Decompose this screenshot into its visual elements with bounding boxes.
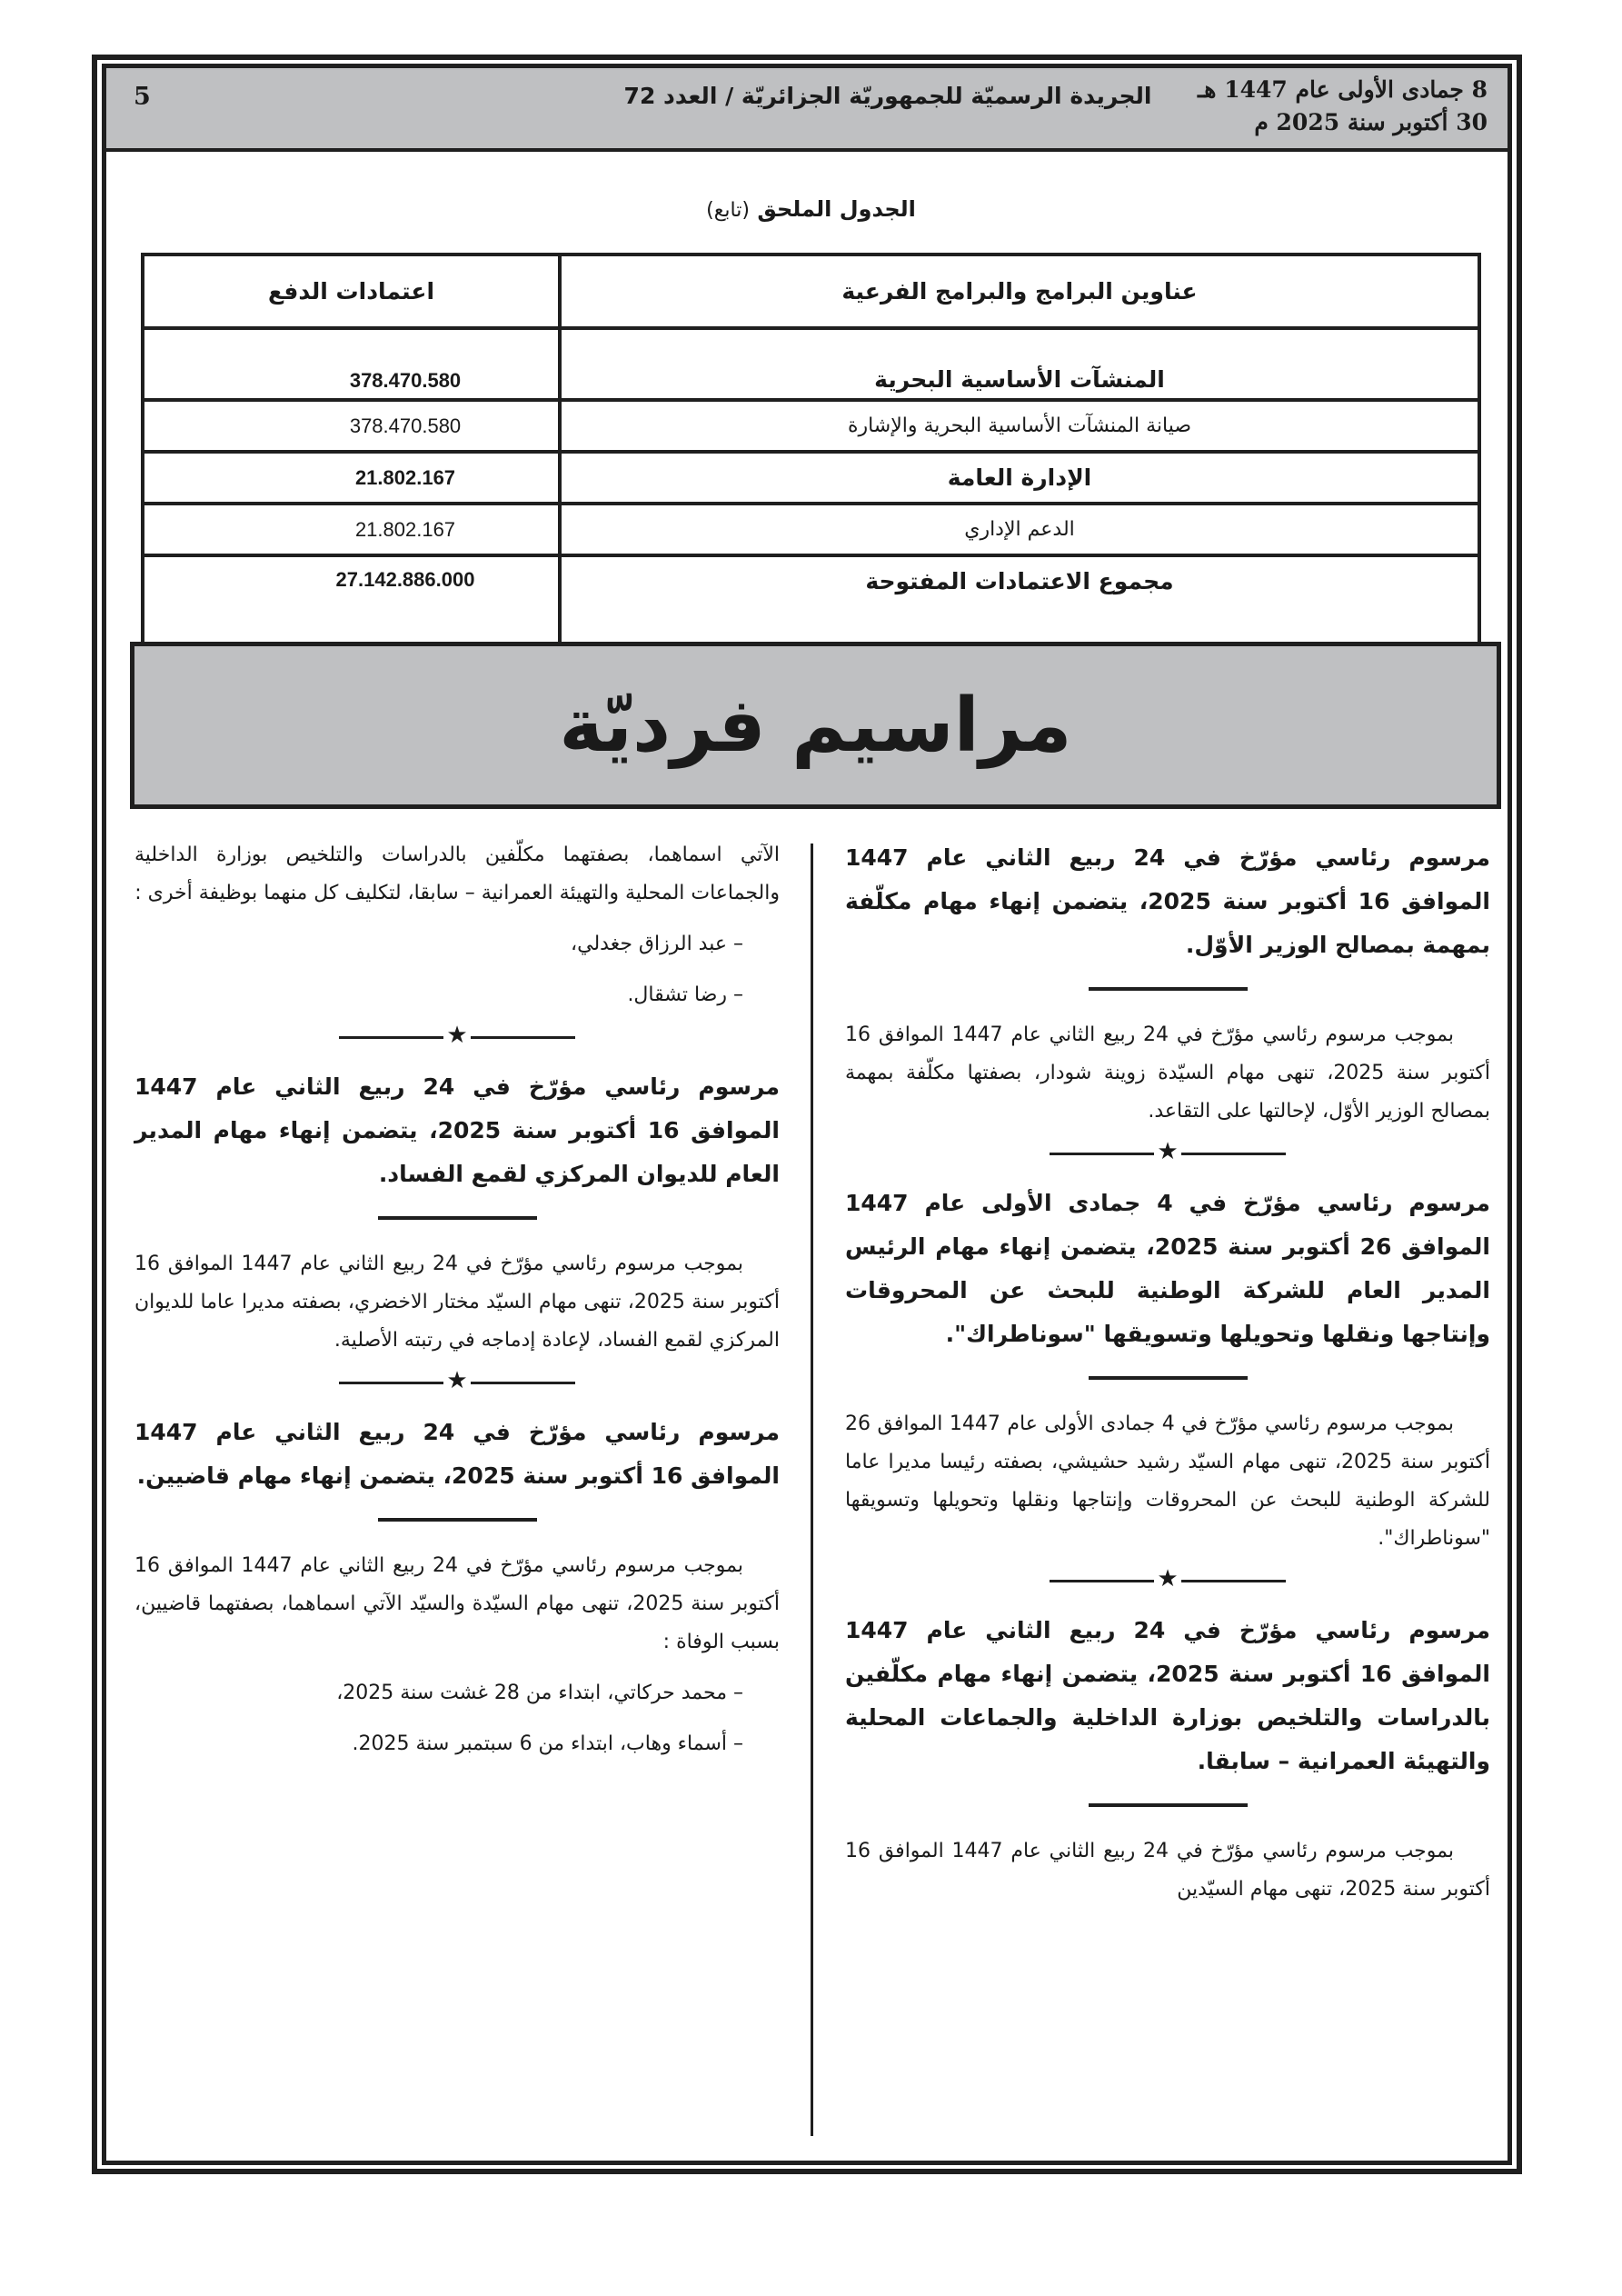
appendix-table-header-row — [143, 255, 1479, 328]
short-rule — [1089, 1376, 1248, 1380]
column-header-payment-credits: اعتمادات الدفع — [143, 255, 560, 328]
decree-section — [845, 836, 1490, 1131]
row-label: الإدارة العامة — [560, 452, 1479, 504]
decree-section — [845, 1609, 1490, 1909]
decree-continuation — [134, 836, 780, 1014]
table-row — [143, 504, 1479, 555]
appendix-caption-note: (تابع) — [706, 199, 750, 222]
short-rule — [378, 1518, 537, 1522]
page-number: 5 — [134, 83, 151, 111]
decree-title: مرسوم رئاسي مؤرّخ في 24 ربيع الثاني عام 1447 الموافق 16 أكتوبر سنة 2025، يتضمن إنهاء مهام مكلّفة بمهمة بمصالح الوزير الأوّل. — [845, 844, 1490, 958]
star-separator — [339, 1022, 575, 1049]
decree-title: مرسوم رئاسي مؤرّخ في 4 جمادى الأولى عام 1447 الموافق 26 أكتوبر سنة 2025، يتضمن إنهاء مهام الرئيس المدير العام للشركة الوطنية للبحث عن المحروقات وإنتاجها ونقلها وتحويلها وتسويقها "سوناطراك". — [845, 1190, 1490, 1347]
appendix-table-caption — [0, 196, 1622, 222]
appendix-table — [141, 253, 1481, 647]
left-column — [134, 836, 780, 1763]
header-date-hijri: 8 جمادى الأولى عام 1447 هـ — [1197, 76, 1488, 103]
appendix-caption-title: الجدول الملحق — [757, 196, 916, 222]
short-rule — [1089, 1803, 1248, 1807]
table-row — [143, 400, 1479, 452]
gazette-header — [106, 68, 1508, 152]
decree-title: مرسوم رئاسي مؤرّخ في 24 ربيع الثاني عام 1447 الموافق 16 أكتوبر سنة 2025، يتضمن إنهاء مهام المدير العام للديوان المركزي لقمع الفساد. — [134, 1073, 780, 1187]
header-publication-title: الجريدة الرسميّة للجمهوريّة الجزائريّة / العدد 72 — [623, 83, 1152, 109]
decree-body: بموجب مرسوم رئاسي مؤرّخ في 24 ربيع الثاني عام 1447 الموافق 16 أكتوبر سنة 2025، تنهى مهام السيّدة والسيّد الآتي اسماهما، بصفتهما قاضيين، بسبب الوفاة : — [134, 1554, 780, 1653]
header-date — [1198, 74, 1488, 139]
star-icon: ★ — [1157, 1138, 1179, 1165]
decree-body: بموجب مرسوم رئاسي مؤرّخ في 24 ربيع الثاني عام 1447 الموافق 16 أكتوبر سنة 2025، تنهى مهام السيّد مختار الاخضري، بصفته مديرا عاما للديوان المركزي لقمع الفساد، لإعادة إدماجه في رتبته الأصلية. — [134, 1253, 780, 1352]
name-list-item: – عبد الرزاق جغدلي، — [571, 933, 743, 955]
row-amount: 378.470.580 — [143, 328, 560, 400]
decree-body: بموجب مرسوم رئاسي مؤرّخ في 24 ربيع الثاني عام 1447 الموافق 16 أكتوبر سنة 2025، تنهى مهام السيّدين — [845, 1840, 1490, 1901]
decree-section — [134, 1065, 780, 1360]
star-separator — [1050, 1565, 1286, 1592]
row-amount: 21.802.167 — [143, 504, 560, 555]
table-row-total — [143, 555, 1479, 645]
decree-title: مرسوم رئاسي مؤرّخ في 24 ربيع الثاني عام 1447 الموافق 16 أكتوبر سنة 2025، يتضمن إنهاء مهام مكلّفين بالدراسات والتلخيص بوزارة الداخلية والجماعات المحلية والتهيئة العمرانية – سابقا. — [845, 1617, 1490, 1774]
name-list-item: – رضا تشقال. — [627, 983, 743, 1006]
row-amount: 21.802.167 — [143, 452, 560, 504]
row-label: صيانة المنشآت الأساسية البحرية والإشارة — [560, 400, 1479, 452]
row-amount: 27.142.886.000 — [143, 555, 560, 645]
decree-body: بموجب مرسوم رئاسي مؤرّخ في 4 جمادى الأولى عام 1447 الموافق 26 أكتوبر سنة 2025، تنهى مهام السيّد رشيد حشيشي، بصفته رئيسا مديرا عاما للشركة الوطنية للبحث عن المحروقات وإنتاجها ونقلها وتحويلها وتسويقها "سوناطراك". — [845, 1413, 1490, 1550]
decree-title: مرسوم رئاسي مؤرّخ في 24 ربيع الثاني عام 1447 الموافق 16 أكتوبر سنة 2025، يتضمن إنهاء مهام قاضيين. — [134, 1419, 780, 1489]
decree-body: بموجب مرسوم رئاسي مؤرّخ في 24 ربيع الثاني عام 1447 الموافق 16 أكتوبر سنة 2025، تنهى مهام السيّدة زوينة شودار، بصفتها مكلّفة بمهمة بمصالح الوزير الأوّل، لإحالتها على التقاعد. — [845, 1023, 1490, 1123]
row-label: الدعم الإداري — [560, 504, 1479, 555]
section-banner-title: مراسيم فرديّة — [559, 682, 1072, 769]
row-label: مجموع الاعتمادات المفتوحة — [560, 555, 1479, 645]
row-amount: 378.470.580 — [143, 400, 560, 452]
star-icon: ★ — [1157, 1565, 1179, 1592]
name-list-item: – محمد حركاتي، ابتداء من 28 غشت سنة 2025، — [336, 1682, 743, 1704]
decree-section — [134, 1411, 780, 1763]
name-list-item: – أسماء وهاب، ابتداء من 6 سبتمبر سنة 2025. — [352, 1732, 743, 1755]
decree-section — [845, 1182, 1490, 1558]
column-divider — [811, 844, 813, 2136]
section-banner — [130, 642, 1501, 809]
star-separator — [339, 1367, 575, 1394]
row-label: المنشآت الأساسية البحرية — [560, 328, 1479, 400]
star-separator — [1050, 1138, 1286, 1165]
star-icon: ★ — [446, 1022, 468, 1049]
right-column — [845, 836, 1490, 1909]
star-icon: ★ — [446, 1367, 468, 1394]
column-header-programs: عناوين البرامج والبرامج الفرعية — [560, 255, 1479, 328]
decree-body: الآتي اسماهما، بصفتهما مكلّفين بالدراسات والتلخيص بوزارة الداخلية والجماعات المحلية والتهيئة العمرانية – سابقا، لتكليف كل منهما بوظيفة أخرى : — [134, 844, 780, 904]
short-rule — [1089, 987, 1248, 991]
table-row — [143, 328, 1479, 400]
short-rule — [378, 1216, 537, 1220]
header-date-gregorian: 30 أكتوبر سنة 2025 م — [1254, 109, 1488, 135]
table-row — [143, 452, 1479, 504]
